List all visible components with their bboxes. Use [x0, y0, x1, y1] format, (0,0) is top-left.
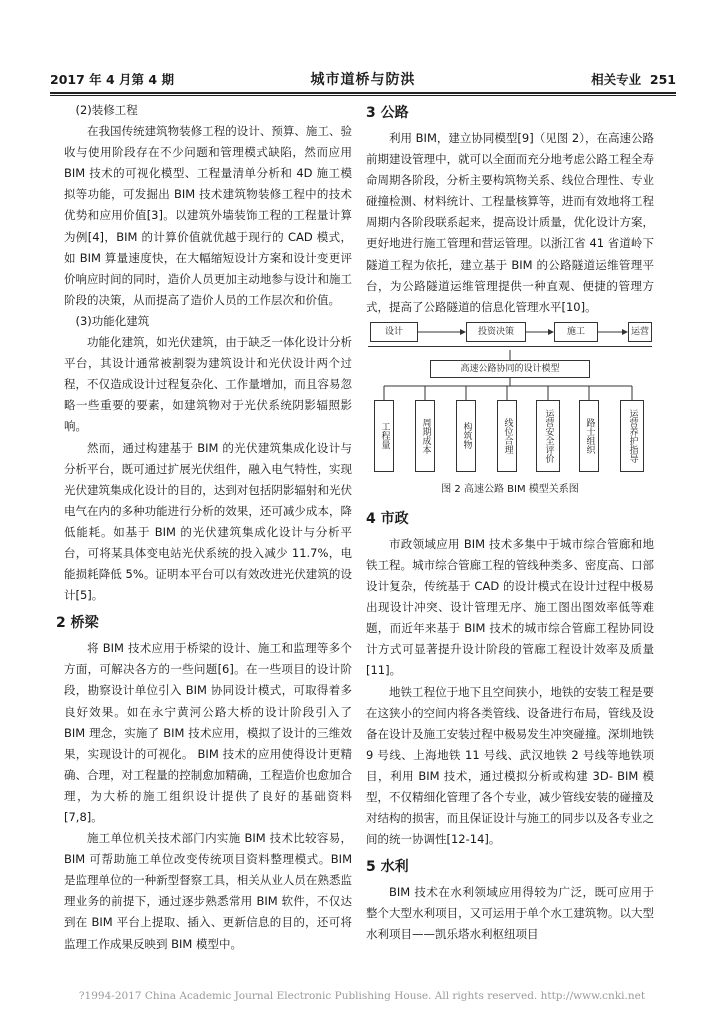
section-heading-municipal: 4 市政	[366, 510, 409, 527]
paragraph: BIM 技术在水利领域应用得较为广泛，既可应用于整个大型水利项目，又可运用于单个水工建筑物。以大型水利项目——凯乐塔水利枢纽项目	[366, 885, 654, 942]
section-label: 相关专业	[591, 72, 642, 87]
paragraph: 市政领域应用 BIM 技术多集中于城市综合管廊和地铁工程。城市综合管廊工程的管线种类多、密度高、口部设计复杂，传统基于 CAD 的设计模式在设计过程中极易出现设计冲突、设计管理无序、施工图出图效率低等难题，而近年来基于 BIM 技术的城市综合管廊工程协同设计方式可显著提升设计阶段的管廊工程设计效率及质量[11]。	[366, 536, 654, 678]
subsection-title-decoration: (2)装修工程	[75, 103, 138, 117]
center-model: 高速公路协同的设计模型	[430, 360, 590, 378]
stage-divider	[368, 346, 652, 347]
copyright-footer: ?1994-2017 China Academic Journal Electronic Publishing House. All rights reserved. http://www.cnki.net	[78, 990, 646, 1002]
section-heading-highway: 3 公路	[366, 105, 409, 121]
output-safety: 运营安全评价	[536, 400, 560, 472]
figure-caption: 图 2 高速公路 BIM 模型关系图	[441, 483, 579, 495]
header-rule-thin	[50, 95, 676, 96]
stage-construction: 施工	[554, 322, 598, 342]
paragraph: 功能化建筑，如光伏建筑，由于缺乏一体化设计分析平台，其设计通常被割裂为建筑设计和光伏设计两个过程，不仅造成设计过程复杂化、工作量增加，而且容易忽略一些重要的要素，如建筑物对于光伏系统阴影辐照影响。	[64, 335, 352, 434]
stage-design: 设计	[370, 322, 418, 342]
paragraph: 地铁工程位于地下且空间狭小，地铁的安装工程是要在这狭小的空间内将各类管线、设备进行布局，管线及设备在设计及施工安装过程中极易发生冲突碰撞。深圳地铁 9 号线、上海地铁 11 号线、武汉地铁 2 号线等地铁项目，利用 BIM 技术，通过模拟分析或构建 3D- BIM 模型，不仅精细化管理了各个专业，减少管线安装的碰撞及对结构的损害，而且保证设计与施工的同步以及各专业之间的统一协调性[12-14]。	[366, 684, 654, 847]
paragraph: 施工单位机关技术部门内实施 BIM 技术比较容易，BIM 可帮助施工单位改变传统项目资料整理模式。BIM 是监理单位的一种新型督察工具，相关从业人员在熟悉监理业务的前提下，通过逐步熟悉常用 BIM 软件，不仅达到在 BIM 平台上提取、插入、更新信息的目的，还可将监理工作成果反映到 BIM 模型中。	[64, 831, 352, 951]
paragraph: 利用 BIM，建立协同模型[9]（见图 2），在高速公路前期建设管理中，就可以全面而充分地考虑公路工程全寿命周期各阶段，分析主要构筑物关系、线位合理性、专业碰撞检测、材料统计、工程量核算等，进而有效地将工程周期内各阶段联系起来，提高设计质量，优化设计方案，更好地进行施工管理和营运管理。以浙江省 41 省道岭下隧道工程为依托，建立基于 BIM 的公路隧道运维管理平台，为公路隧道运维管理提供一种直观、便捷的管理方式，提高了公路隧道的信息化管理水平[10]。	[366, 131, 654, 314]
section-heading-bridge: 2 桥梁	[56, 615, 99, 632]
paragraph: 将 BIM 技术应用于桥梁的设计、施工和监理等多个方面，可解决各方的一些问题[6]。在一些项目的设计阶段，勘察设计单位引入 BIM 协同设计模式，可取得着多良好效果。如在永宁黄河公路大桥的设计阶段引入了 BIM 理念，实施了 BIM 技术应用，模拟了设计的三维效果，实现设计的可视化。 BIM 技术的应用使得设计更精确、合理，对工程量的控制愈加精确，工程造价也愈加合理，为大桥的施工组织设计提供了良好的基础资料[7,8]。	[64, 641, 352, 824]
stage-investment: 投资决策	[466, 322, 526, 342]
issue-label: 2017 年 4 月第 4 期	[50, 72, 174, 87]
stage-operation: 运营	[628, 322, 652, 342]
output-organization: 路士组织	[579, 400, 599, 472]
running-header	[50, 70, 676, 92]
output-structures: 构筑物	[456, 400, 476, 472]
output-alignment: 线位合理	[497, 400, 517, 472]
page-number: 251	[649, 72, 676, 87]
header-rule	[50, 92, 676, 94]
left-column	[56, 100, 352, 955]
right-column	[366, 100, 654, 946]
section-and-page	[591, 70, 676, 88]
output-maintenance: 运营养护指导	[620, 400, 644, 472]
output-quantity: 工程量	[374, 400, 394, 472]
paragraph: 在我国传统建筑物装修工程的设计、预算、施工、验收与使用阶段存在不少问题和管理模式缺陷，然而应用 BIM 技术的可视化模型、工程量清单分析和 4D 施工模拟等功能，可发掘出 BIM 技术建筑物装修工程中的技术优势和应用价值[3]。以建筑外墙装饰工程的工程量计算为例[4]，BIM 的计算价值就优越于现行的 CAD 模式，如 BIM 算量速度快，在大幅缩短设计方案和设计变更评价响应时间的同时，造价人员更加主动地参与设计和施工阶段的决策，从而提高了造价人员的工作层次和价值。	[64, 124, 352, 307]
journal-title: 城市道桥与防洪	[310, 72, 416, 88]
paragraph: 然而，通过构建基于 BIM 的光伏建筑集成化设计与分析平台，既可通过扩展光伏组件，融入电气特性，实现光伏建筑集成化设计的目的，达到对包括阴影辐射和光伏电气在内的多种功能进行分析的效果，还可减少成本，降低能耗。如基于 BIM 的光伏建筑集成化设计与分析平台，可将某具体变电站光伏系统的投入减少 11.7%，电能损耗降低 5%。证明本平台可以有效改进光伏建筑的设计[5]。	[64, 440, 352, 603]
subsection-title-functional: (3)功能化建筑	[75, 313, 150, 328]
output-lifecycle-cost: 周期成本	[415, 400, 435, 472]
section-heading-water: 5 水利	[366, 859, 409, 876]
highway-bim-diagram	[366, 320, 654, 480]
